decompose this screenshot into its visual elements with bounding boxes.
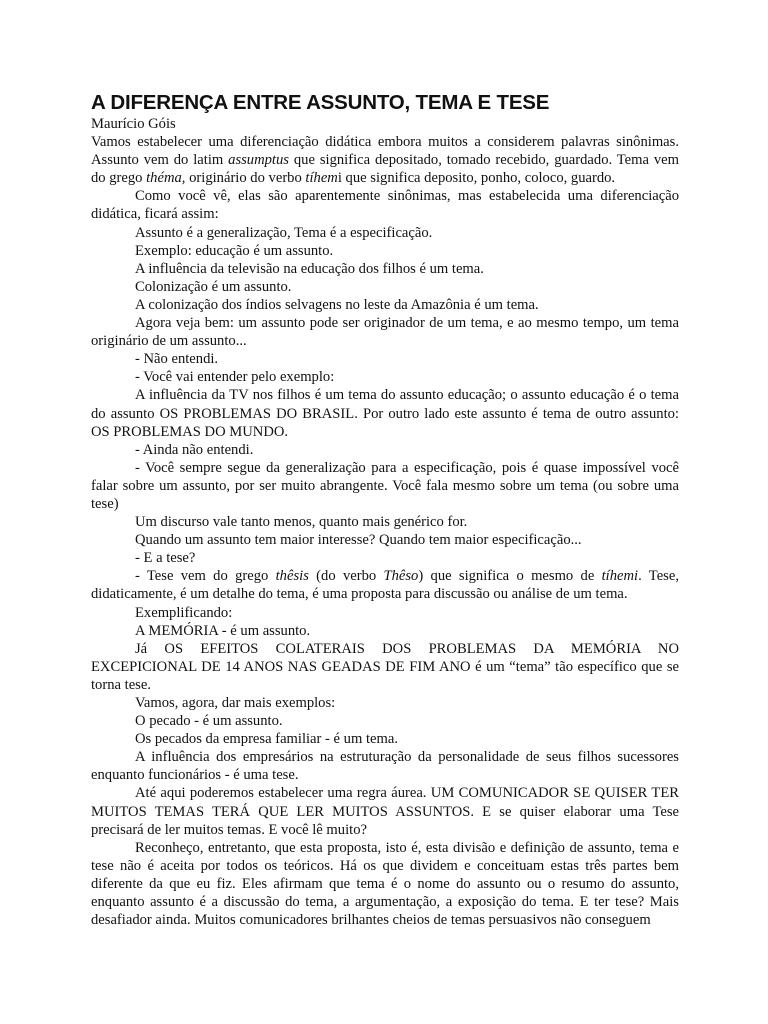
italic-term: tíhem	[305, 170, 338, 187]
paragraph: A MEMÓRIA - é um assunto.	[135, 622, 311, 639]
paragraph: Os pecados da empresa familiar - é um tema.	[135, 731, 398, 748]
paragraph: Vamos, agora, dar mais exemplos:	[135, 695, 336, 711]
paragraph: A influência da TV nos filhos é um tema do assunto educação; o assunto educação é o tema do assunto OS PROBLEMAS DO BRASIL. Por outro lado este assunto é tema de outro assunto: OS PROBLEMAS DO MUNDO.	[91, 387, 679, 440]
text-run: Vamos estabelecer uma diferenciação didática embora muitos a considerem palavras sinônimas. Assunto vem do latim	[91, 134, 679, 169]
paragraph: - Você sempre segue da generalização para a especificação, pois é quase impossível você falar sobre um assunto, por ser muito abrangente. Você fala mesmo sobre um tema (ou sobre uma tese)	[91, 459, 679, 512]
text-run: . Tese, didaticamente, é um detalhe do tema, é uma proposta para discussão ou análise de um tema.	[91, 568, 679, 603]
paragraph: Um discurso vale tanto menos, quanto mais genérico for.	[135, 514, 468, 531]
paragraph: Já OS EFEITOS COLATERAIS DOS PROBLEMAS DA MEMÓRIA NO EXCEPICIONAL DE 14 ANOS NAS GEADAS DE FIM ANO é um “tema” tão específico que se torna tese.	[91, 640, 679, 693]
paragraph: Até aqui poderemos estabelecer uma regra áurea. UM COMUNICADOR SE QUISER TER MUITOS TEMAS TERÁ QUE LER MUITOS ASSUNTOS. E se quiser elaborar uma Tese precisará de ler muitos temas. E você lê muito?	[91, 785, 679, 838]
italic-term: Thêso	[383, 568, 419, 585]
paragraph-intro	[91, 133, 679, 187]
italic-term: tíhemi	[601, 568, 639, 585]
italic-term: thêsis	[275, 568, 309, 585]
paragraph: A influência da televisão na educação dos filhos é um tema.	[135, 260, 484, 277]
text-run: que significa depositado, tomado recebido, guardado. Tema vem do grego	[91, 152, 679, 187]
text-run: - Tese vem do grego	[135, 568, 276, 585]
paragraph: - E a tese?	[135, 550, 196, 567]
paragraph: Quando um assunto tem maior interesse? Quando tem maior especificação...	[135, 532, 582, 549]
paragraph: Exemplificando:	[135, 604, 233, 621]
paragraph: - Você vai entender pelo exemplo:	[135, 369, 335, 386]
text-run: (do verbo	[308, 568, 384, 585]
text-run: i que significa deposito, ponho, coloco, guardo.	[337, 170, 616, 187]
paragraph: Exemplo: educação é um assunto.	[135, 242, 334, 259]
paragraph: Como você vê, elas são aparentemente sinônimas, mas estabelecida uma diferenciação didática, ficará assim:	[91, 188, 679, 223]
text-run: ) que significa o mesmo de	[418, 568, 602, 585]
paragraph: Reconheço, entretanto, que esta proposta, isto é, esta divisão e definição de assunto, tema e tese não é aceita por todos os teóricos. Há os que dividem e conceituam estas três partes bem diferente da que eu fiz. Eles afirmam que tema é o nome do assunto ou o resumo do assunto, enquanto assunto é a discussão do tema, a argumentação, a exposição do tema. E ter tese? Mais desafiador ainda. Muitos comunicadores brilhantes cheios de temas persuasivos não conseguem	[91, 839, 679, 929]
paragraph: Agora veja bem: um assunto pode ser originador de um tema, e ao mesmo tempo, um tema originário de um assunto...	[91, 315, 679, 350]
paragraph: A influência dos empresários na estruturação da personalidade de seus filhos sucessores enquanto funcionários - é uma tese.	[91, 749, 679, 784]
document-title: A DIFERENÇA ENTRE ASSUNTO, TEMA E TESE	[91, 91, 550, 114]
paragraph-tese	[91, 567, 679, 603]
italic-term: théma,	[146, 170, 186, 187]
italic-term: assumptus	[228, 152, 289, 169]
author-name: Maurício Góis	[91, 116, 176, 132]
paragraph: A colonização dos índios selvagens no leste da Amazônia é um tema.	[135, 296, 539, 313]
text-run: originário do verbo	[185, 170, 306, 187]
document-body	[91, 115, 679, 929]
paragraph: Assunto é a generalização, Tema é a especificação.	[135, 224, 433, 241]
paragraph: - Não entendi.	[135, 351, 219, 368]
paragraph: Colonização é um assunto.	[135, 278, 292, 295]
paragraph: - Ainda não entendi.	[135, 441, 254, 458]
paragraph: O pecado - é um assunto.	[135, 713, 283, 730]
